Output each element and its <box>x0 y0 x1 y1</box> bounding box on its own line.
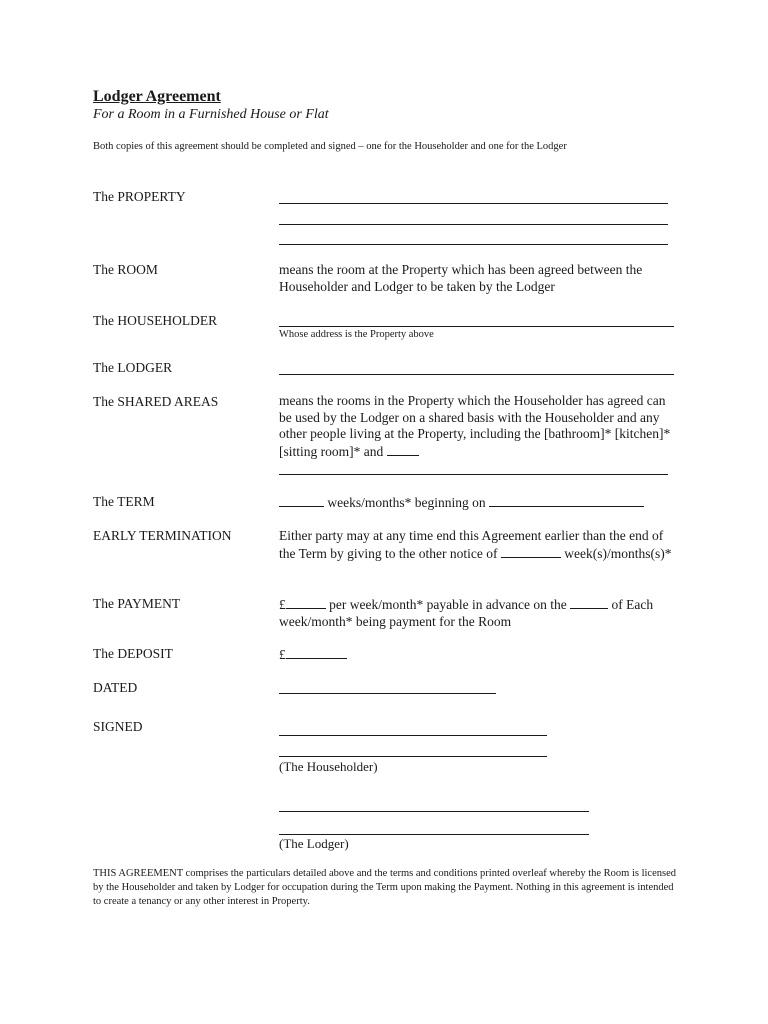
dated-line[interactable] <box>279 693 496 694</box>
payment-text-a: per week/month* payable in advance on the <box>325 597 571 612</box>
deposit-amount-blank[interactable] <box>286 646 347 659</box>
property-line-1[interactable] <box>279 203 668 204</box>
document-title: Lodger Agreement <box>93 88 221 105</box>
householder-caption: (The Householder) <box>279 759 378 774</box>
early-termination-text-a: Either party may at any time end this Agreement earlier than the end of the Term by giving to the other notice of <box>279 528 664 561</box>
shared-areas-text: means the rooms in the Property which the Householder has agreed can be used by the Lodger on a shared basis with the Householder and any other people living at the Property, including the [bathroom]* [kitchen]*[sitting room]* and <box>279 393 671 459</box>
property-line-2[interactable] <box>279 224 668 225</box>
payment-day-blank[interactable] <box>570 596 608 609</box>
lodger-name-line[interactable] <box>279 834 589 835</box>
lodger-label: The LODGER <box>93 360 173 375</box>
payment-amount-blank[interactable] <box>286 596 326 609</box>
householder-address-note: Whose address is the Property above <box>279 329 434 340</box>
shared-areas-label: The SHARED AREAS <box>93 394 219 409</box>
payment-label: The PAYMENT <box>93 596 181 611</box>
lodger-signature-line[interactable] <box>279 811 589 812</box>
householder-signature-line[interactable] <box>279 735 547 736</box>
notice-period-blank[interactable] <box>501 545 561 558</box>
payment-currency: £ <box>279 597 286 612</box>
shared-areas-line[interactable] <box>279 474 668 475</box>
payment-text-b: of Each week/month* being payment for the Room <box>279 597 654 629</box>
householder-label: The HOUSEHOLDER <box>93 313 218 328</box>
early-termination-label: EARLY TERMINATION <box>93 528 232 543</box>
term-duration-blank[interactable] <box>279 494 324 507</box>
shared-areas-definition <box>279 393 671 460</box>
term-label: The TERM <box>93 494 155 509</box>
term-text: weeks/months* beginning on <box>324 495 489 510</box>
property-label: The PROPERTY <box>93 189 186 204</box>
early-termination-text-b: week(s)/months(s)* <box>560 545 672 561</box>
signed-label: SIGNED <box>93 719 143 734</box>
document-subtitle: For a Room in a Furnished House or Flat <box>93 107 329 122</box>
shared-areas-blank[interactable] <box>387 443 419 456</box>
dated-label: DATED <box>93 680 138 695</box>
deposit-definition <box>279 646 679 664</box>
lodger-caption: (The Lodger) <box>279 836 349 851</box>
property-line-3[interactable] <box>279 244 668 245</box>
householder-name-line[interactable] <box>279 756 547 757</box>
payment-definition <box>279 596 674 630</box>
room-definition: means the room at the Property which has been agreed between the Householder and Lodger to be taken by the Lodger <box>279 262 643 294</box>
term-definition <box>279 494 674 512</box>
room-label: The ROOM <box>93 262 158 277</box>
lodger-line[interactable] <box>279 374 674 375</box>
term-start-date-blank[interactable] <box>489 494 644 507</box>
deposit-label: The DEPOSIT <box>93 646 173 661</box>
intro-text: Both copies of this agreement should be completed and signed – one for the Householder and one for the Lodger <box>93 141 567 152</box>
early-termination-definition <box>279 528 674 562</box>
agreement-footer-text: THIS AGREEMENT comprises the particulars detailed above and the terms and conditions printed overleaf whereby the Room is licensed by the Householder and taken by Lodger for occupation during the Term upon making the Payment. Nothing in this agreement is intended to create a tenancy or any other interest in Property. <box>93 868 676 907</box>
householder-line[interactable] <box>279 326 674 327</box>
deposit-currency: £ <box>279 647 286 662</box>
